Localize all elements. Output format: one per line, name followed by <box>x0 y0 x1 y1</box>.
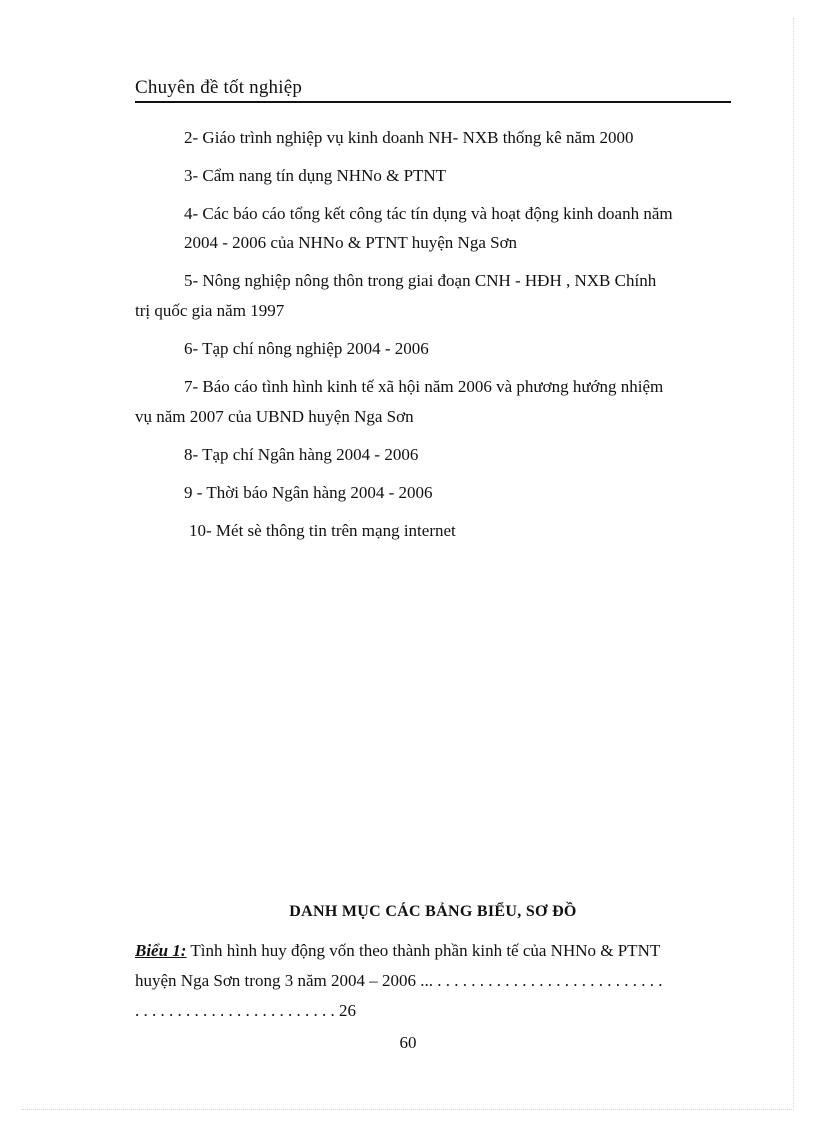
figure-entry-1-line-3: . . . . . . . . . . . . . . . . . . . . . . . . 26 <box>135 1001 356 1020</box>
reference-item-6: 6- Tạp chí nông nghiệp 2004 - 2006 <box>184 339 429 358</box>
reference-item-9: 9 - Thời báo Ngân hàng 2004 - 2006 <box>184 483 433 502</box>
reference-item-4-line-2: 2004 - 2006 của NHNo & PTNT huyện Nga Sơn <box>184 233 518 252</box>
reference-item-5-line-2: trị quốc gia năm 1997 <box>135 301 285 320</box>
list-of-figures-title: DANH MỤC CÁC BẢNG BIỂU, SƠ ĐỒ <box>289 903 577 920</box>
figure-entry-1-line-1[interactable] <box>135 940 660 962</box>
figure-entry-1-label: Biểu 1: <box>135 941 187 960</box>
reference-item-10: 10- Mét sè thông tin trên mạng internet <box>189 521 456 540</box>
reference-item-3: 3- Cẩm nang tín dụng NHNo & PTNT <box>184 166 447 185</box>
reference-item-2: 2- Giáo trình nghiệp vụ kinh doanh NH- NXB thống kê năm 2000 <box>184 128 634 147</box>
reference-item-8: 8- Tạp chí Ngân hàng 2004 - 2006 <box>184 445 419 464</box>
reference-item-5-line-1: 5- Nông nghiệp nông thôn trong giai đoạn CNH - HĐH , NXB Chính <box>184 271 657 290</box>
reference-item-7-line-1: 7- Báo cáo tình hình kinh tế xã hội năm 2006 và phương hướng nhiệm <box>184 377 664 396</box>
page-number: 60 <box>399 1033 417 1052</box>
figure-entry-1-line-2: huyện Nga Sơn trong 3 năm 2004 – 2006 ... . . . . . . . . . . . . . . . . . . . . . . . . . . . <box>135 971 663 990</box>
figure-entry-1-text: Tình hình huy động vốn theo thành phần kinh tế của NHNo & PTNT <box>186 941 661 960</box>
header-divider <box>135 101 731 103</box>
reference-item-4-line-1: 4- Các báo cáo tổng kết công tác tín dụng và hoạt động kinh doanh năm <box>184 204 673 223</box>
page-header-title: Chuyên đề tốt nghiệp <box>135 77 303 98</box>
reference-item-7-line-2: vụ năm 2007 của UBND huyện Nga Sơn <box>135 407 414 426</box>
